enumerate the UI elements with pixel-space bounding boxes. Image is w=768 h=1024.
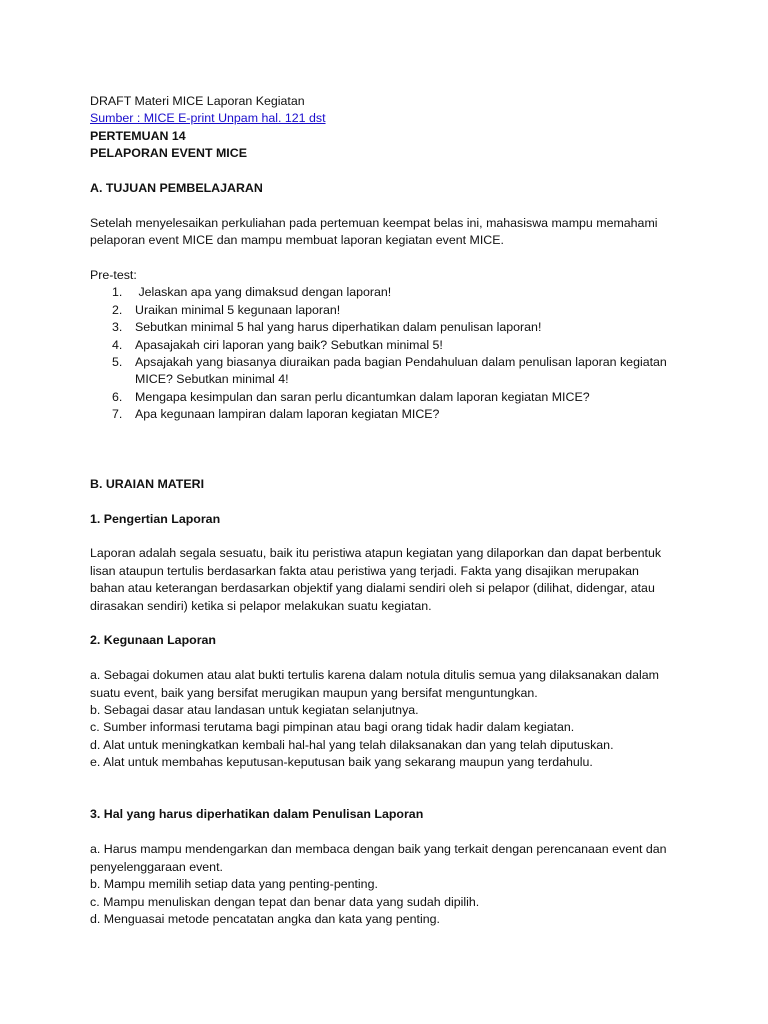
pretest-list bbox=[90, 284, 690, 423]
sub2-line: a. Sebagai dokumen atau alat bukti tertulis karena dalam notula ditulis semua yang dilaksanakan dalam bbox=[90, 668, 659, 683]
pretest-item: 2. Uraikan minimal 5 kegunaan laporan! bbox=[112, 302, 341, 317]
section-a-heading: A. TUJUAN PEMBELAJARAN bbox=[90, 181, 263, 196]
pretest-item: 4. Apasajakah ciri laporan yang baik? Sebutkan minimal 5! bbox=[112, 337, 443, 352]
pretest-item: 6. Mengapa kesimpulan dan saran perlu dicantumkan dalam laporan kegiatan MICE? bbox=[112, 389, 590, 404]
sub3-line: a. Harus mampu mendengarkan dan membaca dengan baik yang terkait dengan perencanaan event dan bbox=[90, 842, 667, 857]
sub2-heading: 2. Kegunaan Laporan bbox=[90, 633, 216, 648]
sub3-heading: 3. Hal yang harus diperhatikan dalam Penulisan Laporan bbox=[90, 807, 424, 822]
sub1-line: dirasakan sendiri) ketika si pelapor melakukan suatu kegiatan. bbox=[90, 598, 432, 613]
sub2-line: e. Alat untuk membahas keputusan-keputusan baik yang sekarang maupun yang terdahulu. bbox=[90, 755, 593, 770]
sub2-line: suatu event, baik yang bersifat merugikan maupun yang bersifat menguntungkan. bbox=[90, 685, 538, 700]
section-b-heading: B. URAIAN MATERI bbox=[90, 476, 205, 491]
sub3-line: b. Mampu memilih setiap data yang penting-penting. bbox=[90, 877, 378, 892]
pretest-item: 3. Sebutkan minimal 5 hal yang harus diperhatikan dalam penulisan laporan! bbox=[112, 320, 542, 335]
sub2-line: d. Alat untuk meningkatkan kembali hal-hal yang telah dilaksanakan dan yang telah diputuskan. bbox=[90, 737, 614, 752]
pretest-item: 5. Apsajakah yang biasanya diuraikan pada bagian Pendahuluan dalam penulisan laporan kegiatan MICE? Sebutkan minimal 4! bbox=[112, 355, 667, 387]
source-link[interactable]: Sumber : MICE E-print Unpam hal. 121 dst bbox=[90, 111, 326, 126]
sub1-line: Laporan adalah segala sesuatu, baik itu peristiwa atapun kegiatan yang dilaporkan dan dapat berbentuk bbox=[90, 546, 662, 561]
sub3-line: d. Menguasai metode pencatatan angka dan kata yang penting. bbox=[90, 911, 440, 926]
sub1-line: lisan ataupun tertulis berdasarkan fakta atau peristiwa yang terjadi. Fakta yang disajikan merupakan bbox=[90, 563, 639, 578]
pretest-item: 7. Apa kegunaan lampiran dalam laporan kegiatan MICE? bbox=[112, 407, 440, 422]
pretest-label: Pre-test: bbox=[90, 268, 137, 283]
sub1-heading: 1. Pengertian Laporan bbox=[90, 511, 221, 526]
objective-line-1: Setelah menyelesaikan perkuliahan pada pertemuan keempat belas ini, mahasiswa mampu memahami bbox=[90, 215, 658, 230]
sub3-line: penyelenggaraan event. bbox=[90, 859, 223, 874]
document-page bbox=[90, 93, 690, 928]
doc-title: DRAFT Materi MICE Laporan Kegiatan bbox=[90, 94, 305, 108]
sub2-line: b. Sebagai dasar atau landasan untuk kegiatan selanjutnya. bbox=[90, 703, 419, 718]
topic-title: PELAPORAN EVENT MICE bbox=[90, 146, 247, 161]
sub3-line: c. Mampu menuliskan dengan tepat dan benar data yang sudah dipilih. bbox=[90, 894, 480, 909]
pretest-item: 1. Jelaskan apa yang dimaksud dengan laporan! bbox=[112, 285, 392, 300]
meeting-label: PERTEMUAN 14 bbox=[90, 128, 186, 143]
sub1-line: bahan atau keterangan berdasarkan objektif yang dialami sendiri oleh si pelapor (dilihat, didengar, atau bbox=[90, 581, 655, 596]
objective-line-2: pelaporan event MICE dan mampu membuat laporan kegiatan event MICE. bbox=[90, 233, 504, 248]
sub2-line: c. Sumber informasi terutama bagi pimpinan atau bagi orang tidak hadir dalam kegiatan. bbox=[90, 720, 575, 735]
